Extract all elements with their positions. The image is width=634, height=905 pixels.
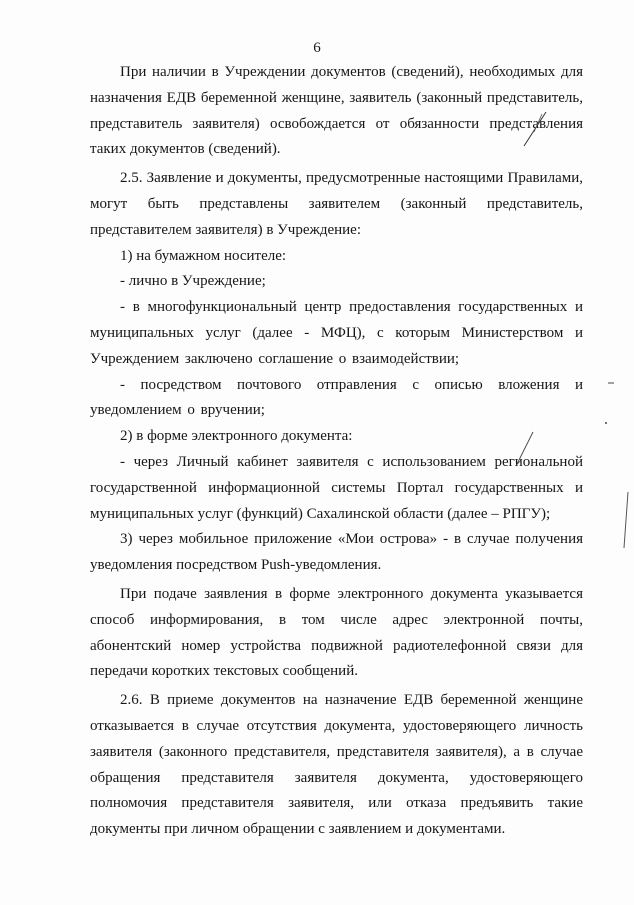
document-body	[90, 60, 583, 843]
list-item-personal-cabinet: - через Личный кабинет заявителя с использованием региональной государственной информационной системы Портал государственных и муниципальных услуг (функций) Сахалинской области (далее – РПГУ);	[90, 453, 583, 522]
paragraph-electronic-submission: При подаче заявления в форме электронного документа указывается способ информирования, в том числе адрес электронной почты, абонентский номер устройства подвижной радиотелефонной связи для передачи коротких текстовых сообщений.	[90, 585, 583, 680]
page-number: 6	[313, 40, 321, 56]
list-item-in-person: - лично в Учреждение;	[120, 273, 266, 290]
paragraph-documents-available: При наличии в Учреждении документов (сведений), необходимых для назначения ЕДВ беременной женщине, заявитель (законный представитель, представитель заявителя) освобождается от обязанности представления таких документов (сведений).	[90, 64, 583, 158]
list-item-mfc: - в многофункциональный центр предоставления государственных и муниципальных услуг (далее - МФЦ), с которым Министерством и Учреждением заключено соглашение о взаимодействии;	[90, 299, 583, 367]
scan-edge-mark	[622, 490, 630, 550]
list-item-mobile-app: 3) через мобильное приложение «Мои острова» - в случае получения уведомления посредством Push-уведомления.	[90, 531, 583, 574]
paragraph-2-5: 2.5. Заявление и документы, предусмотренные настоящими Правилами, могут быть представлены заявителем (законный представитель, представителем заявителя) в Учреждение:	[90, 170, 583, 238]
scan-dot-mark	[606, 378, 616, 388]
list-item-post: - посредством почтового отправления с описью вложения и уведомлением о вручении;	[90, 376, 583, 419]
scan-dot-mark	[603, 420, 609, 426]
paragraph-2-6: 2.6. В приеме документов на назначение ЕДВ беременной женщине отказывается в случае отсутствия документа, удостоверяющего личность заявителя (законного представителя, представителя заявителя), а в случае обращения представителя заявителя документа, удостоверяющего полномочия представителя заявителя, или отказа предъявить такие документы при личном обращении с заявлением и документами.	[90, 692, 583, 838]
list-item-electronic: 2) в форме электронного документа:	[120, 428, 353, 445]
list-item-paper: 1) на бумажном носителе:	[120, 247, 287, 264]
